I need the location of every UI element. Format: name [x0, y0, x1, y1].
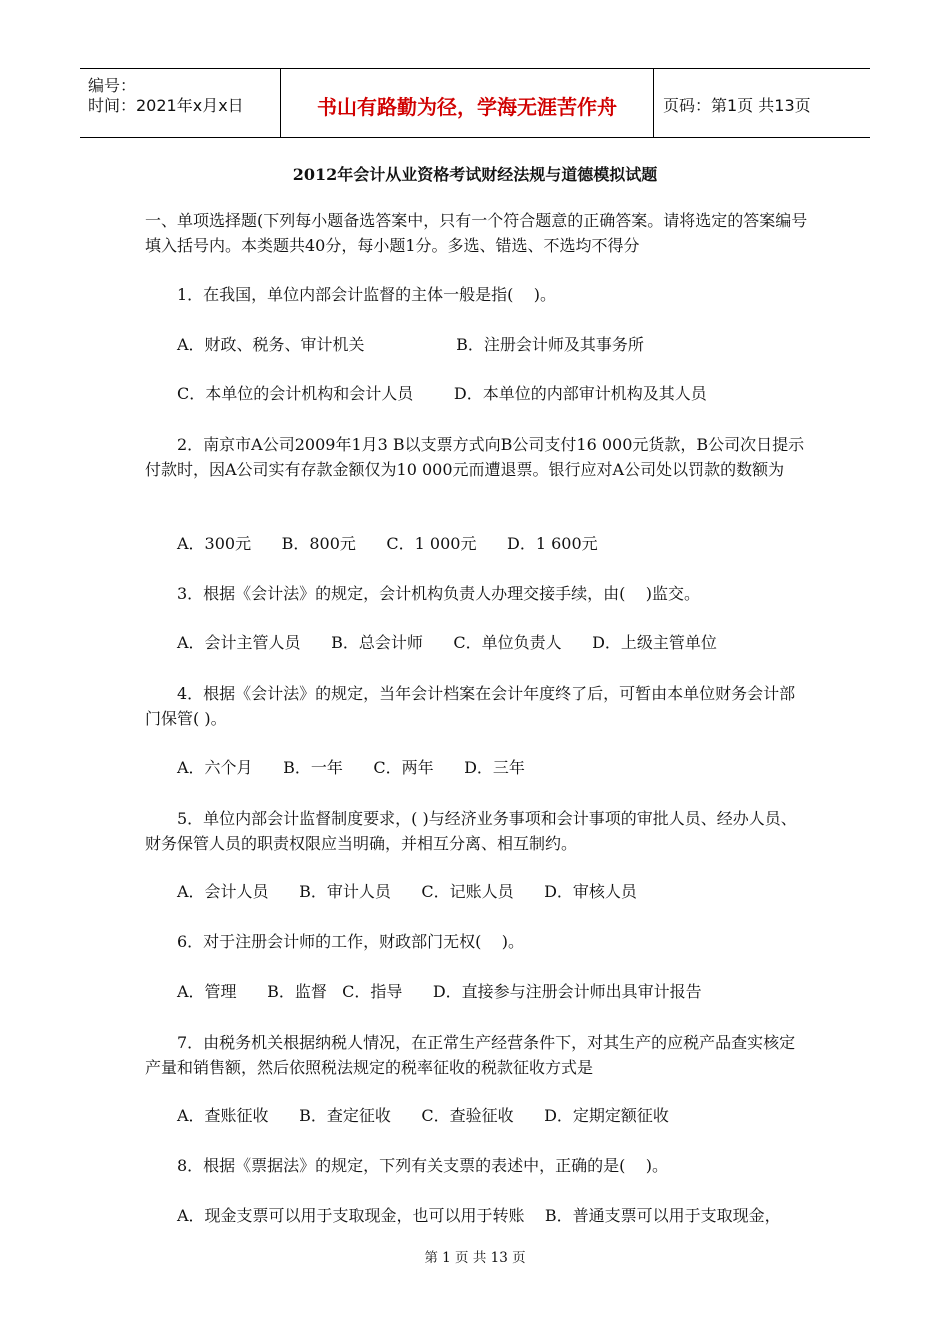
question-4-options: A．六个月 B．一年 C．两年 D．三年 [177, 758, 525, 777]
header-motto-cell [280, 69, 654, 137]
header-page-info: 页码：第1页 共13页 [663, 96, 811, 115]
document-title: 2012年会计从业资格考试财经法规与道德模拟试题 [292, 165, 658, 184]
question-1-options-ab: A．财政、税务、审计机关 B．注册会计师及其事务所 [177, 335, 644, 354]
section-intro-text: 一、单项选择题(下列每小题备选答案中，只有一个符合题意的正确答案。请将选定的答案编号填入括号内。本类题共40分，每小题1分。多选、错选、不选均不得分 [145, 211, 808, 255]
question-8-options: A．现金支票可以用于支取现金，也可以用于转账 B．普通支票可以用于支取现金， [177, 1206, 781, 1225]
question-3-options: A．会计主管人员 B．总会计师 C．单位负责人 D．上级主管单位 [177, 633, 717, 652]
page-footer: 第 1 页 共 13 页 [424, 1250, 526, 1266]
question-3: 3．根据《会计法》的规定，会计机构负责人办理交接手续，由( )监交。 [177, 584, 701, 603]
section-intro [145, 208, 810, 258]
page-header [80, 68, 870, 138]
question-7: 7．由税务机关根据纳税人情况，在正常生产经营条件下，对其生产的应税产品查实核定产量和销售额，然后依照税法规定的税率征收的税款征收方式是 [145, 1033, 796, 1077]
document-number-label: 编号： [88, 76, 137, 95]
question-4: 4．根据《会计法》的规定，当年会计档案在会计年度终了后，可暂由本单位财务会计部门保管( )。 [145, 684, 796, 728]
question-1: 1．在我国，单位内部会计监督的主体一般是指( )。 [177, 285, 557, 304]
question-6-options: A．管理 B．监督 C．指导 D．直接参与注册会计师出具审计报告 [177, 982, 702, 1001]
document-time-label: 时间：2021年x月x日 [88, 96, 244, 115]
header-right-cell [653, 69, 870, 137]
question-2: 2．南京市A公司2009年1月3 B以支票方式向B公司支付16 000元货款，B公司次日提示付款时，因A公司实有存款金额仅为10 000元而遭退票。银行应对A公司处以罚款的数额为 [145, 435, 805, 479]
question-1-options-cd: C．本单位的会计机构和会计人员 D．本单位的内部审计机构及其人员 [177, 384, 707, 403]
question-5: 5．单位内部会计监督制度要求，( )与经济业务事项和会计事项的审批人员、经办人员、财务保管人员的职责权限应当明确，并相互分离、相互制约。 [145, 809, 797, 853]
question-5-options: A．会计人员 B．审计人员 C．记账人员 D．审核人员 [177, 882, 637, 901]
header-motto: 书山有路勤为径，学海无涯苦作舟 [317, 95, 617, 119]
question-7-options: A．查账征收 B．查定征收 C．查验征收 D．定期定额征收 [177, 1106, 669, 1125]
question-2-options: A．300元 B．800元 C．1 000元 D．1 600元 [177, 534, 598, 553]
question-6: 6．对于注册会计师的工作，财政部门无权( )。 [177, 932, 525, 951]
header-left-cell [80, 69, 280, 137]
question-8: 8．根据《票据法》的规定，下列有关支票的表述中，正确的是( )。 [177, 1156, 669, 1175]
